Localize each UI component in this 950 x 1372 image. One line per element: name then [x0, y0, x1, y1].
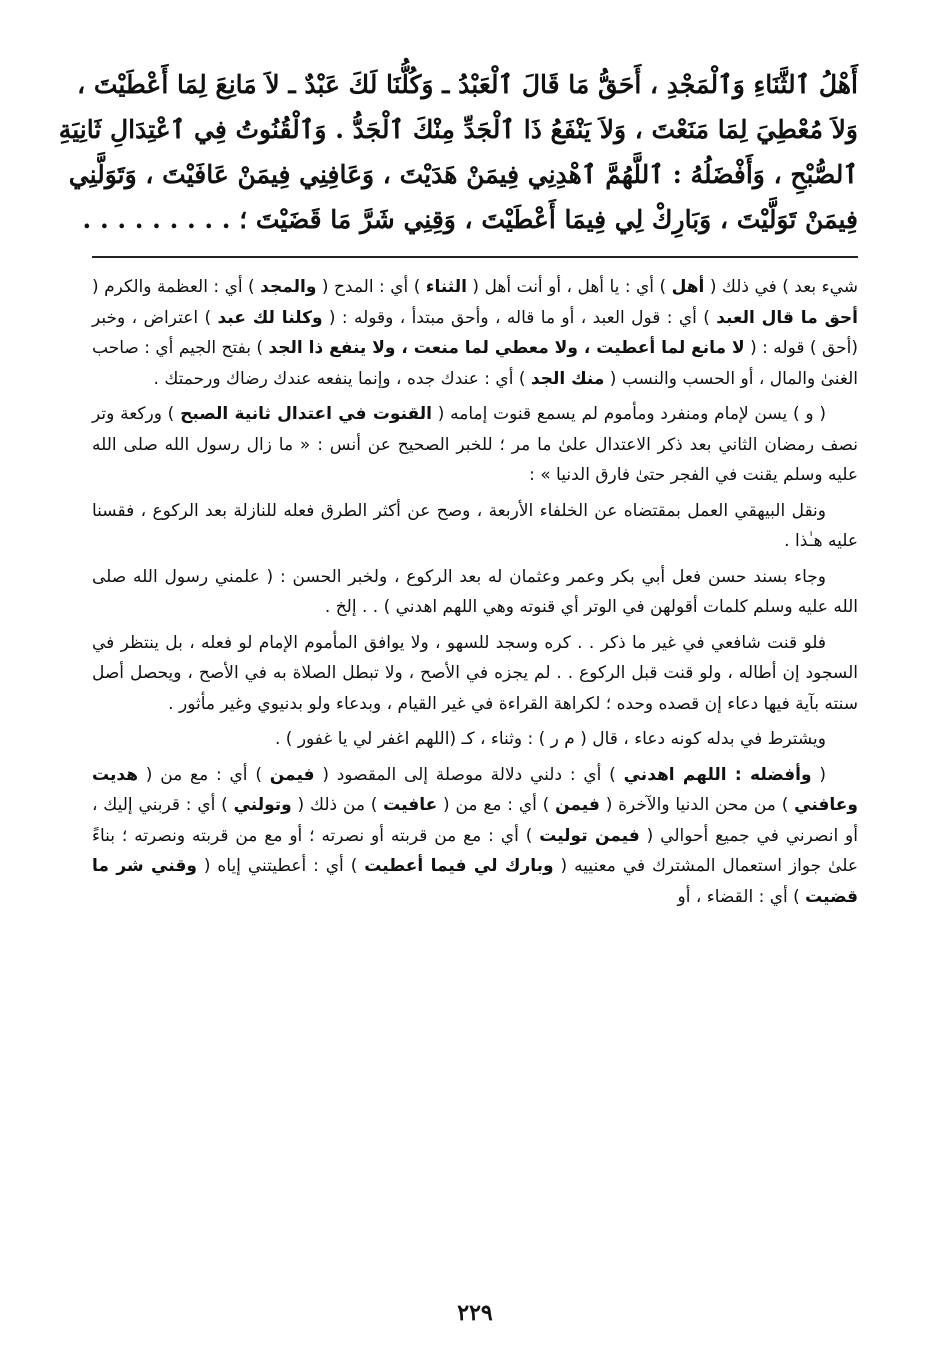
text-run: ( و ) يسن لإمام ومنفرد ومأموم لم يسمع قنوت إمامه (	[431, 404, 826, 424]
text-run: (	[811, 764, 826, 785]
text-run: وجاء بسند حسن فعل أبي بكر وعمر وعثمان له بعد الركوع ، ولخبر الحسن : ( علمني رسول الله صلى الله عليه وسلم كلمات أقولهن في الوتر أي قنوته وهي اللهم اهدني ) . . إلخ .	[92, 566, 858, 617]
bold-term: وقني شر ما قضيت	[92, 856, 858, 907]
bold-term: وبارك لي فيما أعطيت	[364, 856, 554, 876]
text-run: ) اعتراض ، وخبر (أحق ) قوله : (	[92, 307, 858, 358]
bold-term: وكلنا لك عبد	[217, 307, 323, 328]
page-content	[58, 62, 858, 917]
bold-term: هديت وعافني	[92, 764, 858, 815]
main-text-line: أَهْلُ ٱلثَّنَاءِ وَٱلْمَجْدِ ، أَحَقُّ مَا قَالَ ٱلْعَبْدُ ـ وَكُلُّنَا لَكَ عَبْدٌ ـ لاَ مَانِعَ لِمَا أَعْطَيْتَ ،	[77, 70, 858, 99]
main-text-line: وَلاَ مُعْطِيَ لِمَا مَنَعْتَ ، وَلاَ يَنْفَعُ ذَا ٱلْجَدِّ مِنْكَ ٱلْجَدُّ . وَٱلْقُنُوتُ فِي ٱعْتِدَالِ ثَانِيَةِ	[58, 115, 858, 144]
bold-term: منك الجد	[530, 368, 605, 389]
text-run: فلو قنت شافعي في غير ما ذكر . . كره وسجد للسهو ، ولا يوافق المأموم الإمام لو فعله ، بل ينتظر في السجود إن أطاله ، ولو قنت قبل الركوع . . لم يجزه في الأصح ، ولا تبطل الصلاة به في الأصح ، ويحصل أصل سنته بآية فيها دعاء إن قصده وحده ؛ لكراهة القراءة في غير القيام ، وبدعاء ولو بدنيوي وغير مأثور .	[92, 632, 858, 714]
bold-term: وتولني	[233, 795, 292, 815]
text-run: ) أي : المدح (	[316, 277, 426, 297]
main-text-line: ٱلصُّبْحِ ، وَأَفْضَلُهُ : ٱللَّهُمَّ ٱهْدِنِي فِيمَنْ هَدَيْتَ ، وَعَافِنِي فِيمَنْ عَافَيْتَ ، وَتَوَلَّنِي	[68, 160, 858, 189]
bold-term: والمجد	[260, 277, 317, 297]
bold-term: وأفضله : اللهم اهدني	[623, 764, 812, 785]
bold-term: أحق ما قال العبد	[716, 307, 858, 328]
text-run: ) أي : مع من قربته أو نصرته ؛ أو مع من قربته ونصرته ؛ بناءً علىٰ جواز استعمال المشترك في معنييه (	[92, 825, 858, 876]
text-run: ) أي : مع من (	[437, 795, 556, 815]
main-text-line: فِيمَنْ تَوَلَّيْتَ ، وَبَارِكْ لِي فِيمَا أَعْطَيْتَ ، وَقِنِي شَرَّ مَا قَضَيْتَ ؛ . . . . . . . . .	[82, 205, 858, 234]
text-run: ) من ذلك (	[291, 795, 384, 815]
page-number: ٢٢٩	[457, 1300, 493, 1326]
text-run: شيء بعد ) في ذلك (	[704, 277, 858, 297]
text-run: ) بفتح الجيم أي : صاحب الغنىٰ والمال ، أو الحسب والنسب (	[92, 338, 858, 389]
commentary-paragraph	[92, 272, 858, 394]
text-run: ) وركعة وتر نصف رمضان الثاني بعد ذكر الاعتدال علىٰ ما مر ؛ للخبر الصحيح عن أنس : « ما زال رسول الله صلى الله عليه وسلم يقنت في الفجر حتىٰ فارق الدنيا » :	[92, 404, 858, 485]
commentary-paragraph	[92, 399, 858, 491]
text-run: ) أي : أعطيتني إياه (	[196, 856, 365, 876]
bold-term: لا مانع لما أعطيت ، ولا معطي لما منعت ، ولا ينفع ذا الجد	[268, 338, 745, 358]
bold-term: الثناء	[425, 277, 467, 297]
bold-term: أهل	[671, 277, 705, 297]
text-run: ) من محن الدنيا والآخرة (	[599, 795, 795, 815]
bold-term: القنوت في اعتدال ثانية الصبح	[180, 404, 432, 424]
commentary-paragraph	[92, 496, 858, 557]
commentary-paragraph	[92, 760, 858, 913]
main-text	[58, 62, 858, 242]
text-run: ) أي : قول العبد ، أو ما قاله ، وأحق مبتدأ ، وقوله : (	[322, 307, 717, 328]
text-run: ويشترط في بدله كونه دعاء ، قال ( م ر ) : وثناء ، كـ (اللهم اغفر لي يا غفور ) .	[274, 729, 826, 749]
commentary	[92, 272, 858, 912]
separator-rule	[92, 256, 858, 258]
commentary-paragraph	[92, 724, 858, 755]
text-run: ونقل البيهقي العمل بمقتضاه عن الخلفاء الأربعة ، وصح عن أكثر الطرق فعله للنازلة بعد الركوع ، فقسنا عليه هـٰذا .	[92, 500, 858, 551]
text-run: ) أي : دلني دلالة موصلة إلى المقصود (	[314, 764, 624, 785]
text-run: ) أي : قربني إليك ، أو انصرني في جميع أحوالي (	[92, 795, 858, 846]
commentary-paragraph	[92, 628, 858, 720]
bold-term: فيمن	[555, 795, 600, 815]
bold-term: فيمن توليت	[539, 825, 640, 846]
text-run: ) أي : القضاء ، أو	[677, 886, 806, 907]
text-run: ) أي : العظمة والكرم (	[92, 277, 261, 297]
commentary-paragraph	[92, 562, 858, 623]
bold-term: عافيت	[383, 795, 438, 815]
bold-term: فيمن	[269, 764, 315, 785]
text-run: ) أي : عندك جده ، وإنما ينفعه عندك رضاك ورحمتك .	[153, 368, 531, 389]
text-run: ) أي : يا أهل ، أو أنت أهل (	[466, 277, 672, 297]
text-run: ) أي : مع من (	[138, 764, 270, 785]
